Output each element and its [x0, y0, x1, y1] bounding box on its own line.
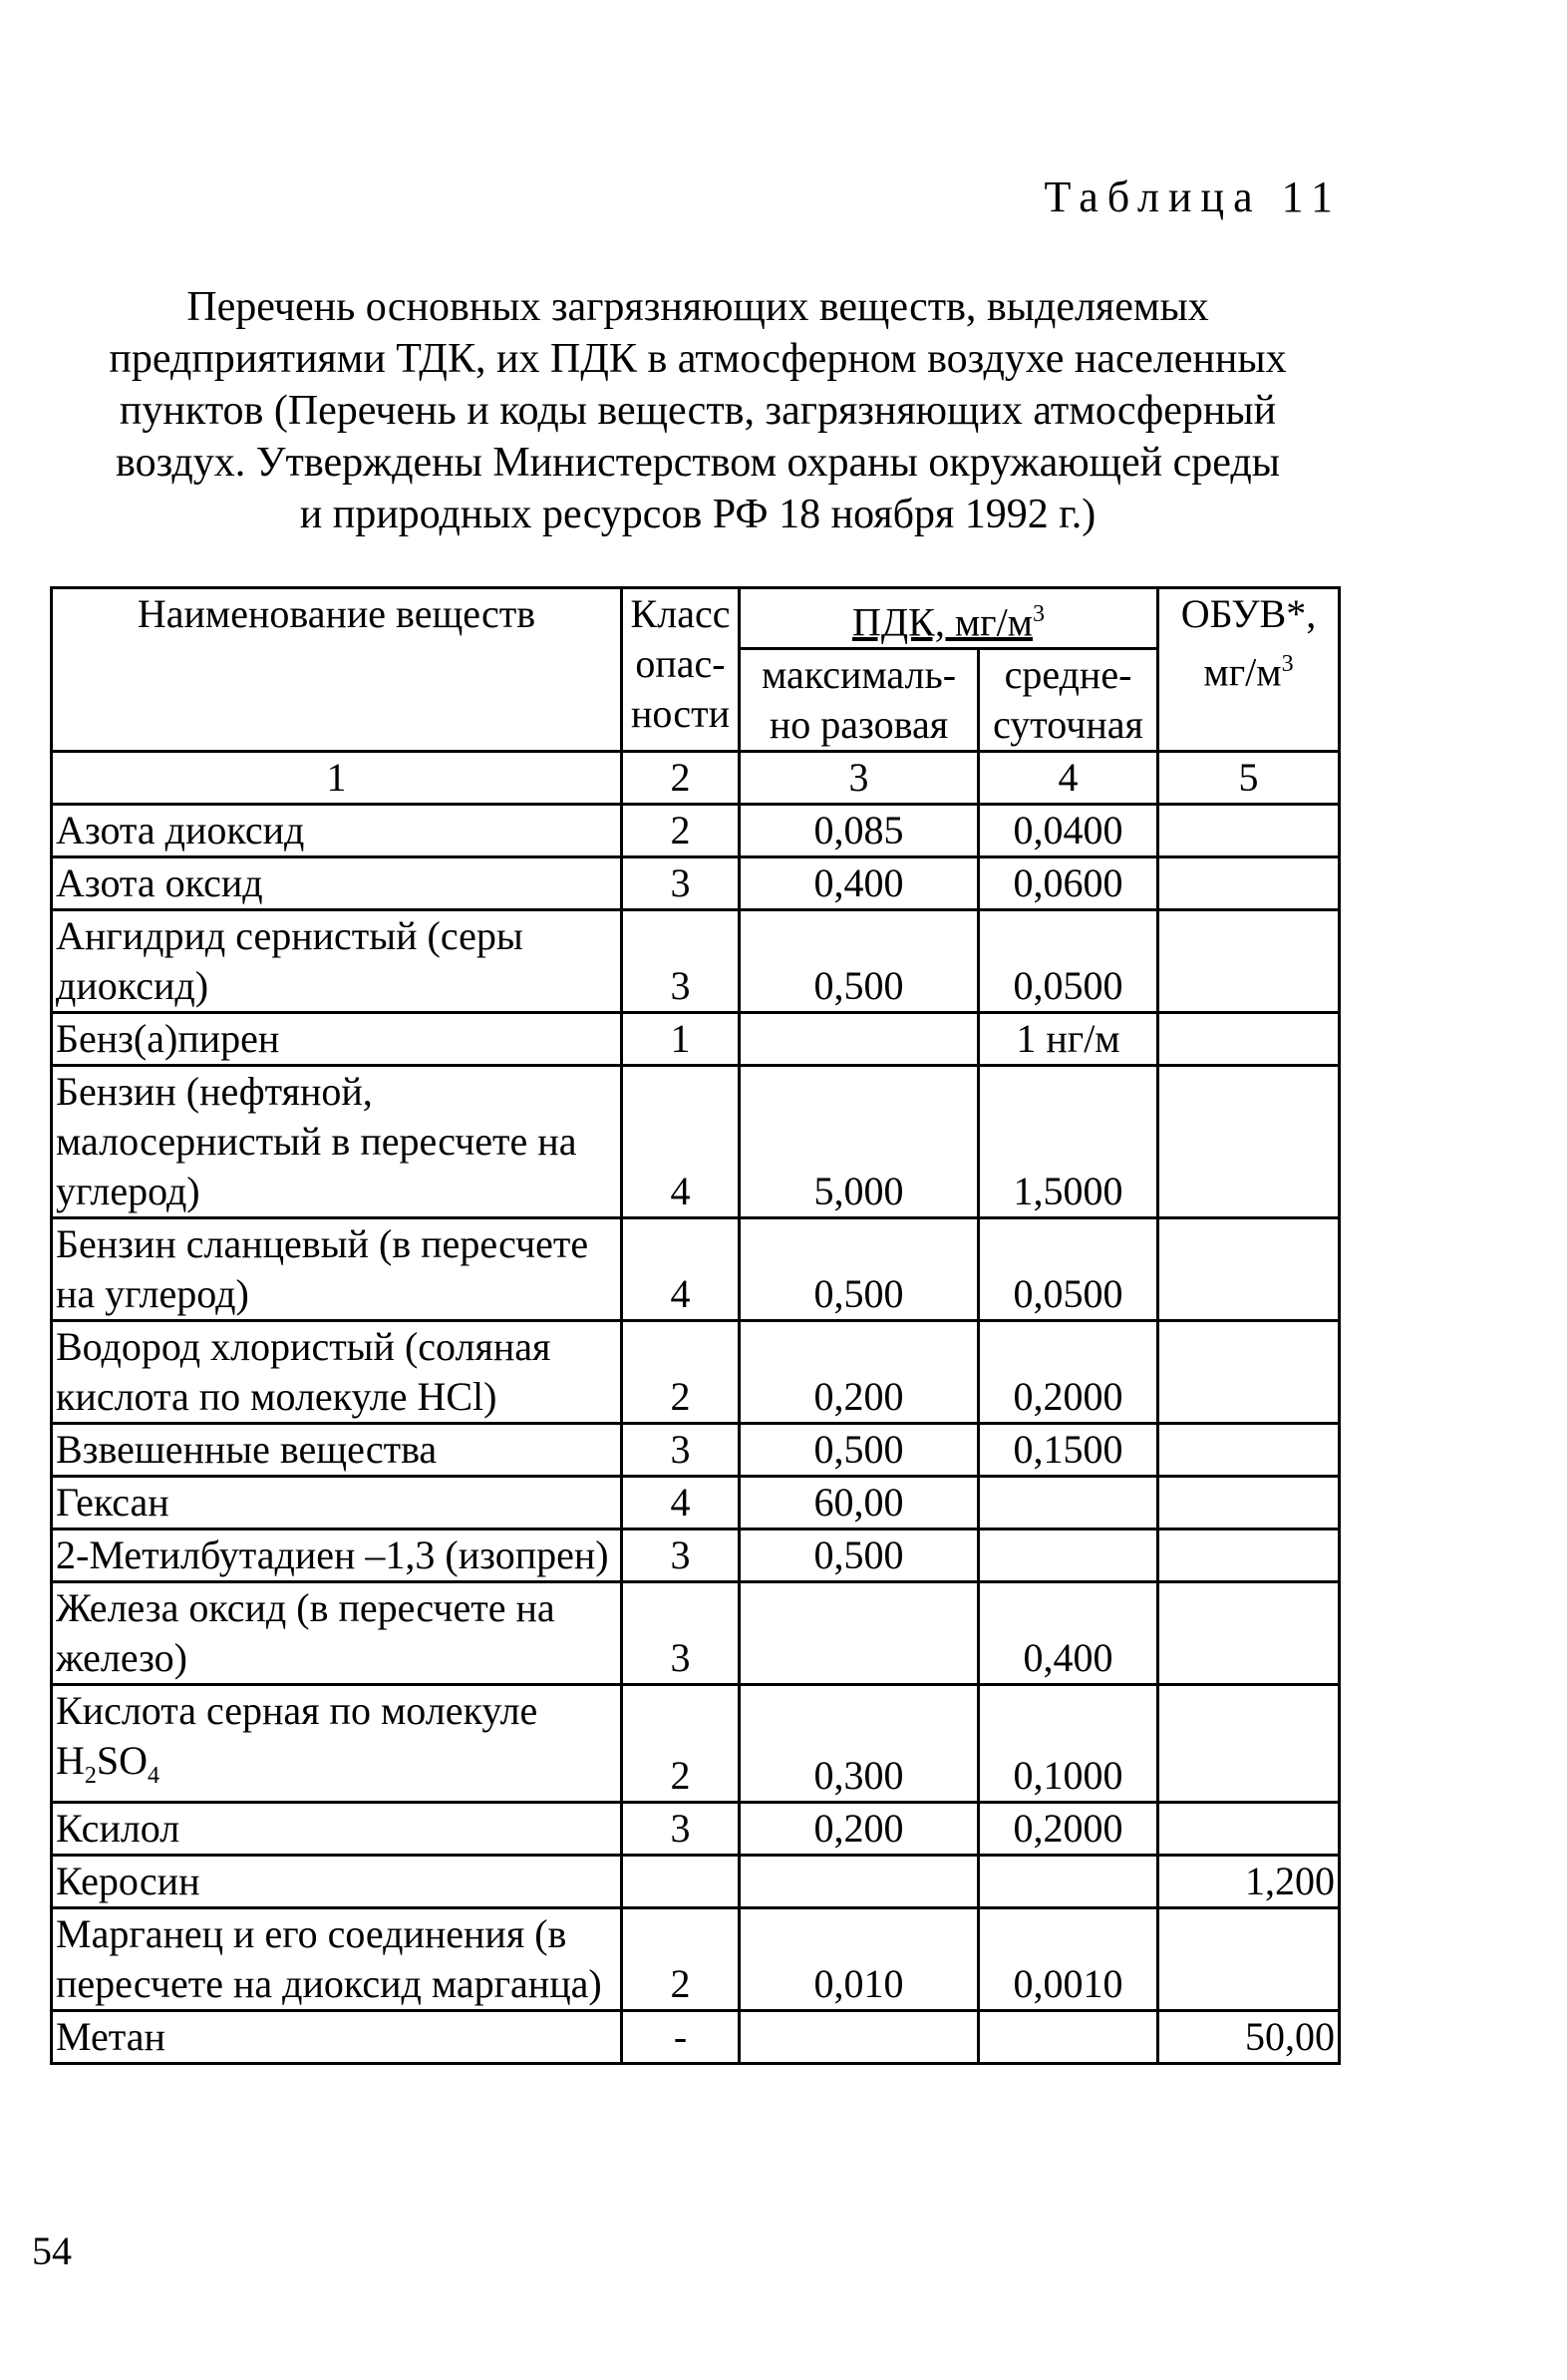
max-single-cell: 0,500: [740, 1218, 979, 1321]
daily-average-cell: [979, 1477, 1158, 1530]
header-pdk: [740, 588, 1158, 649]
obuv-cell: [1158, 1066, 1340, 1218]
hazard-class-cell: -: [622, 2011, 740, 2064]
max-single-cell: 0,085: [740, 805, 979, 857]
max-single-cell: 5,000: [740, 1066, 979, 1218]
daily-average-cell: 0,2000: [979, 1803, 1158, 1856]
column-number: 4: [979, 752, 1158, 805]
header-class: [622, 588, 740, 752]
max-single-cell: [740, 1013, 979, 1066]
table-row: [52, 1477, 1340, 1530]
header-pdk-text: ПДК, мг/м: [852, 599, 1033, 645]
obuv-cell: [1158, 1013, 1340, 1066]
substance-name-cell: Взвешенные вещества: [52, 1424, 622, 1477]
daily-average-cell: 0,400: [979, 1582, 1158, 1685]
table-row: [52, 1803, 1340, 1856]
substance-name-cell: Керосин: [52, 1856, 622, 1908]
max-single-cell: 0,500: [740, 910, 979, 1013]
hazard-class-cell: 2: [622, 805, 740, 857]
hazard-class-cell: 2: [622, 1908, 740, 2011]
column-number: 5: [1158, 752, 1340, 805]
header-max-text: максималь-но разовая: [761, 652, 957, 748]
daily-average-cell: 0,1500: [979, 1424, 1158, 1477]
table-row: [52, 1013, 1340, 1066]
obuv-cell: [1158, 1803, 1340, 1856]
daily-average-cell: 0,0500: [979, 1218, 1158, 1321]
header-obuv-text: ОБУВ*, мг/м: [1180, 591, 1317, 695]
table-row: [52, 805, 1340, 857]
header-daily-text: средне-суточная: [993, 652, 1143, 748]
hazard-class-cell: 3: [622, 910, 740, 1013]
caption-line: и природных ресурсов РФ 18 ноября 1992 г.): [299, 492, 1097, 537]
table-row: [52, 1530, 1340, 1582]
max-single-cell: 0,500: [740, 1530, 979, 1582]
substance-name-cell: Железа оксид (в пересчете на железо): [52, 1582, 622, 1685]
column-number: 3: [740, 752, 979, 805]
page-number: 54: [32, 2228, 72, 2273]
caption-line: воздух. Утверждены Министерством охраны окружающей среды: [116, 440, 1280, 486]
column-number: 1: [52, 752, 622, 805]
max-single-cell: 0,500: [740, 1424, 979, 1477]
daily-average-cell: 0,2000: [979, 1321, 1158, 1424]
column-number: 2: [622, 752, 740, 805]
header-obuv-sup: 3: [1281, 651, 1294, 677]
max-single-cell: 0,200: [740, 1321, 979, 1424]
table-row: [52, 1321, 1340, 1424]
table-row: [52, 857, 1340, 910]
daily-average-cell: 0,0010: [979, 1908, 1158, 2011]
hazard-class-cell: 3: [622, 1530, 740, 1582]
daily-average-cell: 1,5000: [979, 1066, 1158, 1218]
max-single-cell: 0,300: [740, 1685, 979, 1803]
hazard-class-cell: 1: [622, 1013, 740, 1066]
daily-average-cell: [979, 1530, 1158, 1582]
substance-name-cell: Бенз(а)пирен: [52, 1013, 622, 1066]
obuv-cell: 50,00: [1158, 2011, 1340, 2064]
table-row: [52, 1424, 1340, 1477]
daily-average-cell: 0,0400: [979, 805, 1158, 857]
header-name: [52, 588, 622, 752]
hazard-class-cell: 4: [622, 1218, 740, 1321]
obuv-cell: [1158, 1218, 1340, 1321]
hazard-class-cell: 4: [622, 1477, 740, 1530]
daily-average-cell: 0,0600: [979, 857, 1158, 910]
table-row: [52, 910, 1340, 1013]
pollutants-table: [50, 586, 1341, 2065]
table-label: Таблица 11: [1044, 172, 1342, 221]
table-body: [52, 805, 1340, 2064]
table-row: [52, 1218, 1340, 1321]
substance-name-cell: Азота диоксид: [52, 805, 622, 857]
substance-name-cell: Марганец и его соединения (в пересчете на диоксид марганца): [52, 1908, 622, 2011]
caption-line: предприятиями ТДК, их ПДК в атмосферном воздухе населенных: [109, 336, 1287, 382]
hazard-class-cell: 3: [622, 1803, 740, 1856]
caption-line: Перечень основных загрязняющих веществ, выделяемых: [186, 284, 1209, 330]
max-single-cell: 60,00: [740, 1477, 979, 1530]
substance-name-cell: Азота оксид: [52, 857, 622, 910]
obuv-cell: [1158, 1582, 1340, 1685]
obuv-cell: [1158, 1530, 1340, 1582]
hazard-class-cell: 2: [622, 1685, 740, 1803]
obuv-cell: [1158, 805, 1340, 857]
daily-average-cell: 0,0500: [979, 910, 1158, 1013]
hazard-class-cell: 3: [622, 1582, 740, 1685]
hazard-class-cell: 2: [622, 1321, 740, 1424]
max-single-cell: [740, 2011, 979, 2064]
table-row: [52, 1908, 1340, 2011]
table-row: [52, 1066, 1340, 1218]
daily-average-cell: [979, 2011, 1158, 2064]
header-pdk-sup: 3: [1033, 601, 1045, 627]
substance-name-cell: Бензин (нефтяной, малосернистый в пересчете на углерод): [52, 1066, 622, 1218]
obuv-cell: [1158, 910, 1340, 1013]
max-single-cell: 0,400: [740, 857, 979, 910]
max-single-cell: [740, 1582, 979, 1685]
max-single-cell: [740, 1856, 979, 1908]
obuv-cell: [1158, 857, 1340, 910]
obuv-cell: [1158, 1477, 1340, 1530]
hazard-class-cell: 3: [622, 857, 740, 910]
obuv-cell: 1,200: [1158, 1856, 1340, 1908]
substance-name-cell: Кислота серная по молекуле $H_2SO_4$: [52, 1685, 622, 1803]
substance-name-cell: Гексан: [52, 1477, 622, 1530]
daily-average-cell: [979, 1856, 1158, 1908]
header-class-text: Класс опас-ности: [630, 591, 731, 736]
daily-average-cell: 1 нг/м: [979, 1013, 1158, 1066]
substance-name-cell: Ксилол: [52, 1803, 622, 1856]
max-single-cell: 0,010: [740, 1908, 979, 2011]
table-row: [52, 2011, 1340, 2064]
obuv-cell: [1158, 1321, 1340, 1424]
substance-name-cell: Водород хлористый (соляная кислота по молекуле HCl): [52, 1321, 622, 1424]
table-caption: [40, 281, 1356, 540]
substance-name-cell: Метан: [52, 2011, 622, 2064]
header-daily: [979, 649, 1158, 752]
header-obuv: [1158, 588, 1340, 752]
hazard-class-cell: [622, 1856, 740, 1908]
max-single-cell: 0,200: [740, 1803, 979, 1856]
table-row: [52, 1685, 1340, 1803]
substance-name-cell: 2-Метилбутадиен –1,3 (изопрен): [52, 1530, 622, 1582]
header-max: [740, 649, 979, 752]
substance-name-cell: Ангидрид сернистый (серы диоксид): [52, 910, 622, 1013]
substance-name-cell: Бензин сланцевый (в пересчете на углерод): [52, 1218, 622, 1321]
daily-average-cell: 0,1000: [979, 1685, 1158, 1803]
obuv-cell: [1158, 1424, 1340, 1477]
hazard-class-cell: 4: [622, 1066, 740, 1218]
header-name-text: Наименование веществ: [137, 591, 536, 636]
table-row: [52, 1856, 1340, 1908]
obuv-cell: [1158, 1908, 1340, 2011]
table-row: [52, 1582, 1340, 1685]
column-number-row: [52, 752, 1340, 805]
hazard-class-cell: 3: [622, 1424, 740, 1477]
obuv-cell: [1158, 1685, 1340, 1803]
caption-line: пунктов (Перечень и коды веществ, загрязняющих атмосферный: [119, 388, 1277, 434]
